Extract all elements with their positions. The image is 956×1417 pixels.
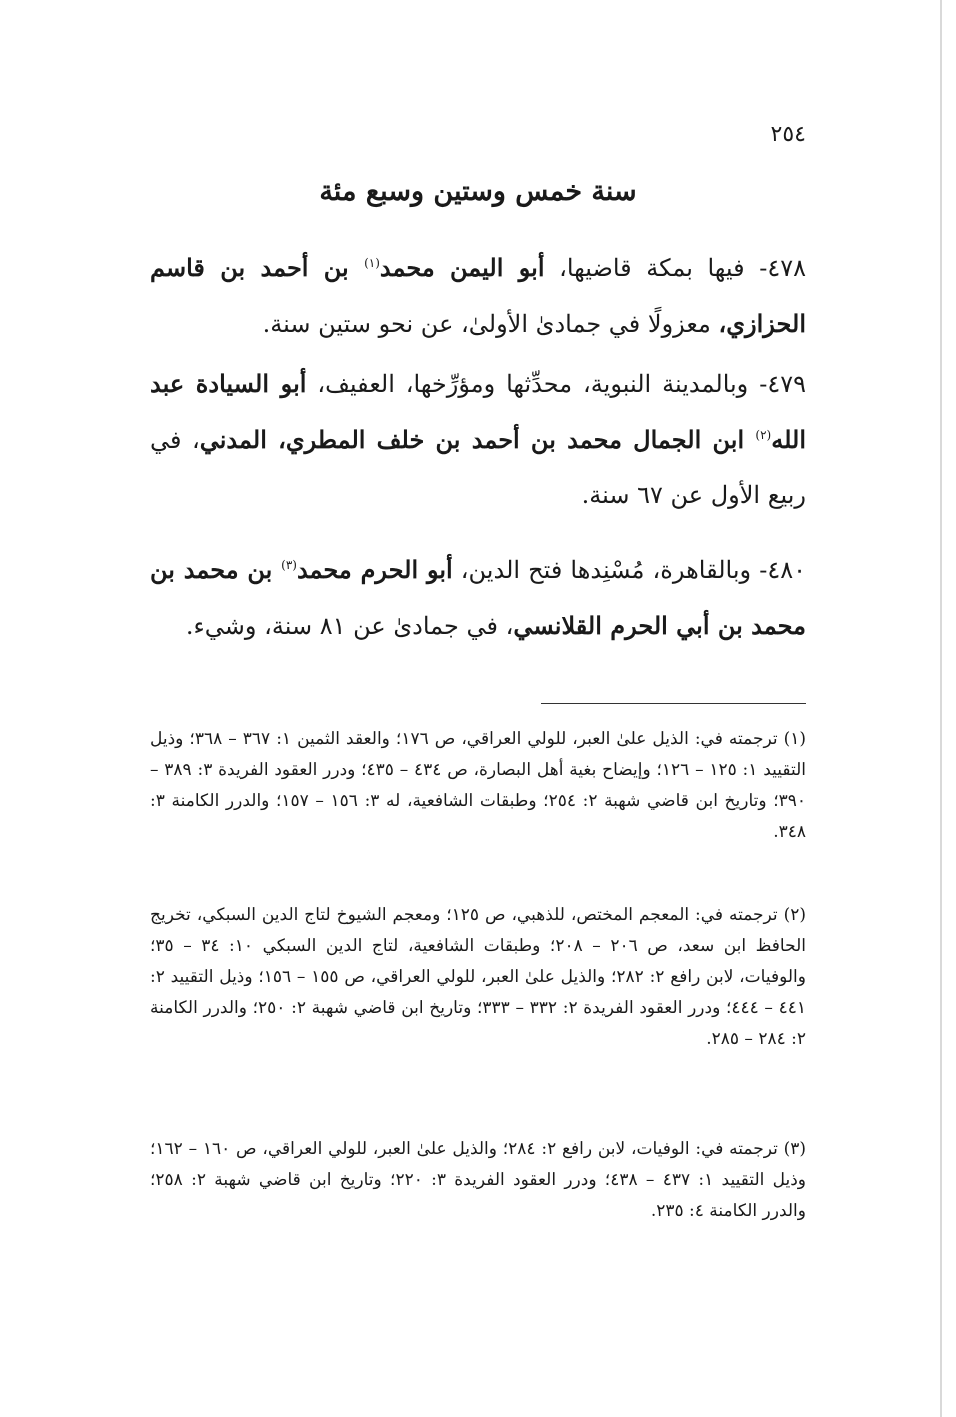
- footnote-1: (١) ترجمته في: الذيل علىٰ العبر، للولي العراقي، ص ١٧٦؛ والعقد الثمين ١: ٣٦٧ – ٣٦٨؛ وذيل التقييد ١: ١٢٥ – ١٢٦؛ وإيضاح بغية أهل البصارة، ص ٤٣٤ – ٤٣٥؛ ودرر العقود الفريدة ٣: ٣٨٩ – ٣٩٠؛ وتاريخ ابن قاضي شهبة ٢: ٢٥٤؛ وطبقات الشافعية، له ٣: ١٥٦ – ١٥٧؛ والدرر الكامنة ٣: ٣٤٨.: [150, 729, 807, 842]
- entry-text: فيها بمكة قاضيها،: [544, 254, 745, 282]
- entry-person-lineage: بن محمد بن محمد بن أبي الحرم القلانسي: [150, 555, 806, 640]
- entry-person-lineage: بن أحمد بن قاسم الحزازي،: [150, 253, 806, 338]
- entry-480: [150, 542, 806, 654]
- footnote-marker[interactable]: (٢): [755, 428, 772, 442]
- entry-person-lineage: ابن الجمال محمد بن أحمد بن خلف المطري، المدني: [199, 425, 756, 454]
- page-edge: [940, 0, 942, 1417]
- footnote-marker[interactable]: (١): [364, 256, 380, 270]
- entry-478: [150, 240, 806, 352]
- entry-number: ٤٨٠-: [751, 556, 806, 584]
- entry-number: ٤٧٨-: [744, 254, 806, 282]
- entry-text: معزولًا في جمادىٰ الأولىٰ، عن نحو ستين سنة.: [262, 310, 719, 338]
- entry-text: وبالمدينة النبوية، محدِّثها ومؤرِّخها، العفيف،: [306, 370, 749, 398]
- entry-person-name: أبو اليمن محمد: [379, 253, 545, 282]
- footnote-2: (٢) ترجمته في: المعجم المختص، للذهبي، ص ١٢٥؛ ومعجم الشيوخ لتاج الدين السبكي، تخريج الحافظ ابن سعد، ص ٢٠٦ – ٢٠٨؛ وطبقات الشافعية، لتاج الدين السبكي ١٠: ٣٤ – ٣٥؛ والوفيات، لابن رافع ٢: ٢٨٢؛ والذيل علىٰ العبر، للولي العراقي، ص ١٥٥ – ١٥٦؛ وذيل التقييد ٢: ٤٤١ – ٤٤٤؛ ودرر العقود الفريدة ٢: ٣٣٢ – ٣٣٣؛ وتاريخ ابن قاضي شهبة ٢: ٢٥٠؛ والدرر الكامنة ٢: ٢٨٤ – ٢٨٥.: [150, 905, 807, 1049]
- footnote-marker[interactable]: (٣): [281, 558, 297, 572]
- page-number: ٢٥٤: [770, 122, 806, 147]
- entry-text: ، في ربيع الأول عن ٦٧ سنة.: [150, 426, 806, 509]
- entry-person-name: أبو السيادة عبد الله: [150, 369, 806, 454]
- entry-number: ٤٧٩-: [748, 370, 806, 398]
- entry-text: وبالقاهرة، مُسْنِدها فتح الدين،: [452, 556, 752, 584]
- entry-person-name: أبو الحرم محمد: [296, 555, 453, 584]
- footnote-3: (٣) ترجمته في: الوفيات، لابن رافع ٢: ٢٨٤؛ والذيل علىٰ العبر، للولي العراقي، ص ١٦٠ – ١٦٢؛ وذيل التقييد ١: ٤٣٧ – ٤٣٨؛ ودرر العقود الفريدة ٣: ٢٢٠؛ وتاريخ ابن قاضي شهبة ٢: ٢٥٨؛ والدرر الكامنة ٤: ٢٣٥.: [150, 1139, 807, 1221]
- footnote-separator: [541, 703, 806, 704]
- chapter-title: سنة خمس وستين وسبع مئة: [319, 176, 637, 207]
- entry-479: [150, 356, 806, 523]
- entry-text: ، في جمادىٰ عن ٨١ سنة، وشيء.: [185, 612, 514, 640]
